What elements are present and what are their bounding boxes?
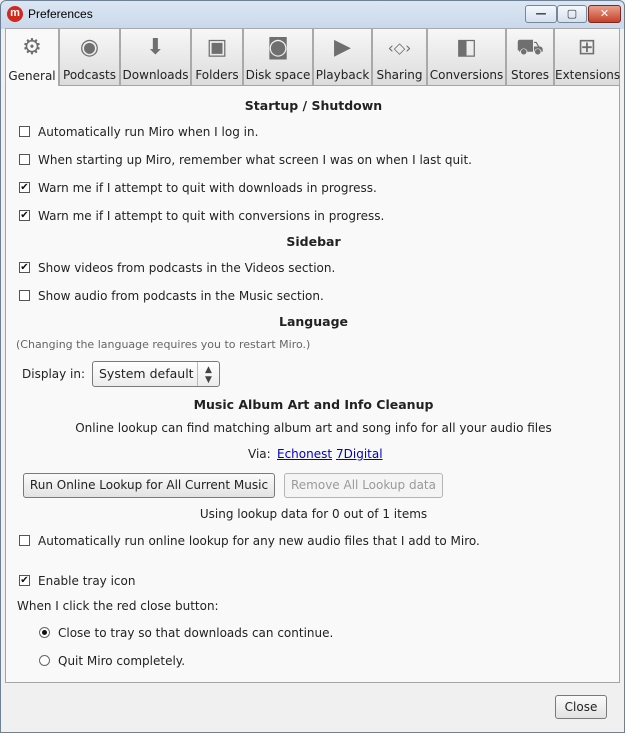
tab-label: Sharing bbox=[376, 68, 423, 82]
close-window-button[interactable]: ✕ bbox=[588, 5, 621, 23]
remember-screen-checkbox[interactable] bbox=[19, 154, 30, 165]
auto-run-option[interactable] bbox=[19, 124, 258, 140]
tab-label: Downloads bbox=[122, 68, 189, 82]
window-title: Preferences bbox=[28, 7, 93, 21]
maximize-button[interactable]: ▢ bbox=[557, 5, 587, 23]
minimize-button[interactable]: — bbox=[525, 5, 557, 23]
tab-conversions[interactable] bbox=[427, 28, 506, 85]
lookup-status: Using lookup data for 0 out of 1 items bbox=[199, 507, 428, 521]
tab-label: Disk space bbox=[245, 68, 311, 82]
remove-lookup-data-button[interactable]: Remove All Lookup data bbox=[284, 473, 443, 498]
warn-downloads-checkbox[interactable]: ✔ bbox=[20, 182, 29, 193]
album-art-heading: Music Album Art and Info Cleanup bbox=[193, 397, 434, 412]
warn-conversions-option[interactable] bbox=[19, 208, 384, 224]
display-in-label: Display in: bbox=[22, 367, 86, 381]
enable-tray-option[interactable] bbox=[19, 573, 135, 589]
7digital-link[interactable]: 7Digital bbox=[336, 447, 383, 461]
option-label: Warn me if I attempt to quit with conversions in progress. bbox=[38, 209, 385, 223]
show-videos-checkbox[interactable]: ✔ bbox=[20, 262, 29, 273]
tab-label: General bbox=[8, 69, 56, 83]
show-videos-option[interactable] bbox=[19, 260, 335, 276]
quit-completely-option[interactable] bbox=[39, 653, 185, 669]
tab-label: Conversions bbox=[429, 68, 504, 82]
folder-icon: ▣ bbox=[206, 35, 228, 60]
option-label: Warn me if I attempt to quit with downloads in progress. bbox=[38, 181, 377, 195]
conversion-icon: ◧ bbox=[456, 35, 477, 60]
language-select-value: System default bbox=[99, 366, 194, 381]
option-label: Automatically run online lookup for any new audio files that I add to Miro. bbox=[38, 534, 480, 548]
miro-logo-icon: m bbox=[7, 6, 23, 22]
enable-tray-checkbox[interactable]: ✔ bbox=[20, 575, 29, 586]
tab-sharing[interactable] bbox=[372, 28, 427, 85]
tab-label: Folders bbox=[195, 68, 239, 82]
option-label: When starting up Miro, remember what screen I was on when I last quit. bbox=[38, 153, 472, 167]
echonest-link[interactable]: Echonest bbox=[277, 447, 333, 461]
tab-label: Extensions bbox=[555, 68, 621, 82]
warn-downloads-option[interactable] bbox=[19, 180, 377, 196]
podcast-icon: ◉ bbox=[79, 35, 100, 60]
tab-podcasts[interactable] bbox=[59, 28, 120, 85]
option-label: Close to tray so that downloads can continue. bbox=[58, 626, 334, 640]
language-select[interactable] bbox=[92, 361, 220, 387]
gear-icon: ⚙ bbox=[22, 35, 42, 60]
option-label: Show audio from podcasts in the Music section. bbox=[38, 289, 324, 303]
option-label: Quit Miro completely. bbox=[58, 654, 186, 668]
close-button[interactable]: Close bbox=[555, 695, 607, 719]
warn-conversions-checkbox[interactable]: ✔ bbox=[20, 210, 29, 221]
dialog-footer bbox=[1, 683, 624, 733]
auto-lookup-checkbox[interactable] bbox=[19, 535, 30, 546]
disk-icon: ◙ bbox=[267, 35, 289, 60]
language-note: (Changing the language requires you to restart Miro.) bbox=[16, 338, 311, 351]
tab-general[interactable] bbox=[5, 28, 59, 86]
close-button-prompt: When I click the red close button: bbox=[17, 599, 219, 613]
tab-label: Playback bbox=[315, 68, 370, 82]
general-settings-panel bbox=[5, 86, 620, 683]
via-label: Via: bbox=[248, 447, 271, 461]
language-heading: Language bbox=[278, 314, 348, 329]
title-bar[interactable] bbox=[1, 1, 624, 27]
option-label: Show videos from podcasts in the Videos section. bbox=[38, 261, 336, 275]
startup-heading: Startup / Shutdown bbox=[244, 98, 383, 113]
tab-label: Podcasts bbox=[63, 68, 116, 82]
cart-icon: ⛟ bbox=[516, 35, 544, 60]
close-to-tray-option[interactable] bbox=[39, 625, 333, 641]
tab-label: Stores bbox=[511, 68, 549, 82]
tab-folders[interactable] bbox=[191, 28, 243, 85]
auto-run-checkbox[interactable] bbox=[19, 126, 30, 137]
tab-extensions[interactable] bbox=[554, 28, 620, 85]
option-label: Enable tray icon bbox=[38, 574, 136, 588]
play-icon: ▶ bbox=[334, 35, 351, 60]
share-icon: ‹◇› bbox=[387, 39, 412, 57]
quit-completely-radio[interactable] bbox=[39, 655, 50, 666]
album-art-description: Online lookup can find matching album art and song info for all your audio files bbox=[75, 421, 552, 435]
tab-downloads[interactable] bbox=[120, 28, 191, 85]
show-audio-option[interactable] bbox=[19, 288, 324, 304]
tab-stores[interactable] bbox=[506, 28, 554, 85]
option-label: Automatically run Miro when I log in. bbox=[38, 125, 259, 139]
close-to-tray-radio[interactable] bbox=[39, 627, 50, 638]
remember-screen-option[interactable] bbox=[19, 152, 472, 168]
auto-lookup-option[interactable] bbox=[19, 533, 480, 549]
chevron-up-down-icon: ▲ ▼ bbox=[197, 362, 219, 386]
tab-disk-space[interactable] bbox=[243, 28, 313, 85]
tab-playback[interactable] bbox=[313, 28, 372, 85]
preferences-tab-bar bbox=[5, 28, 620, 86]
show-audio-checkbox[interactable] bbox=[19, 290, 30, 301]
sidebar-heading: Sidebar bbox=[286, 234, 341, 249]
download-icon: ⬇ bbox=[146, 35, 165, 60]
extension-icon: ⊞ bbox=[577, 35, 597, 60]
run-online-lookup-button[interactable]: Run Online Lookup for All Current Music bbox=[23, 473, 275, 498]
